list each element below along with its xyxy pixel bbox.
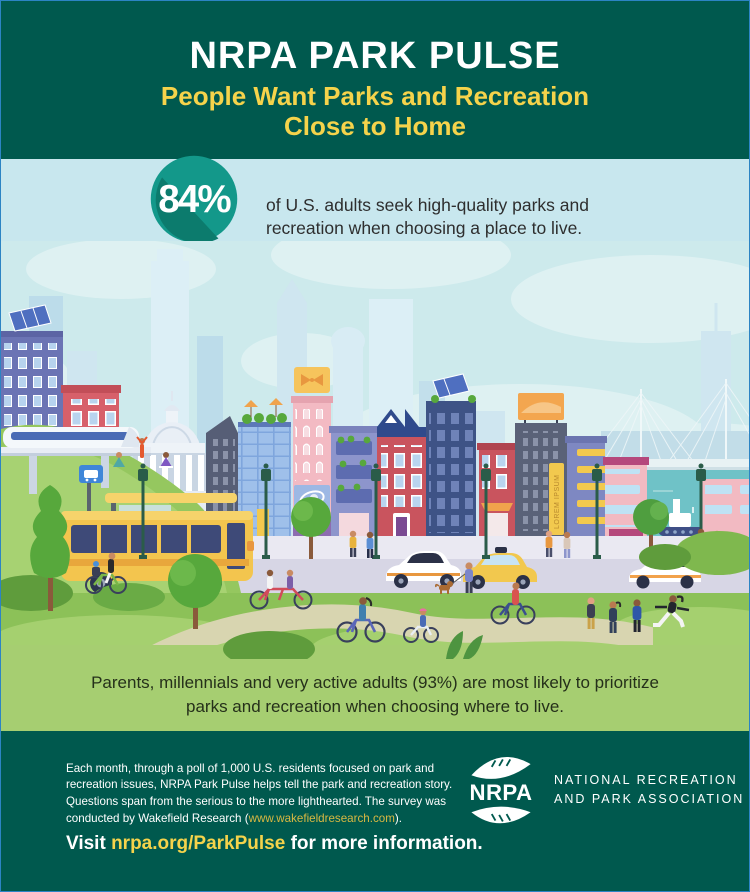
leaf-icon	[471, 757, 530, 779]
city-park-illustration	[1, 241, 750, 659]
wakefield-link[interactable]: www.wakefieldresearch.com	[248, 811, 395, 825]
parkpulse-link[interactable]: nrpa.org/ParkPulse	[111, 833, 286, 854]
about-text-part1: Each month, through a poll of 1,000 U.S. residents focused on park and recreation issues, NRPA Park Pulse helps tell the park and recreation story. Questions span from the serious to the more lighthearted. The survey was conducted by Wakefield Research (	[66, 761, 453, 825]
page-title: NRPA PARK PULSE	[189, 35, 561, 77]
stat-description	[266, 194, 589, 241]
visit-line	[66, 833, 483, 855]
about-text	[66, 761, 468, 828]
leaf-icon	[471, 807, 530, 824]
caption-text	[1, 659, 749, 719]
subtitle-line2: Close to Home	[283, 110, 467, 141]
caption-band	[1, 659, 749, 731]
stat-value: 84%	[158, 178, 230, 222]
nrpa-logo-mark	[464, 751, 538, 829]
footer-band	[1, 731, 749, 892]
org-name-line2: AND PARK ASSOCIATION	[554, 792, 745, 806]
caption-line2: parks and recreation when choosing where to live.	[186, 696, 564, 716]
vertical-sign-text: LOREM IPSUM	[554, 474, 561, 529]
amsterdam-red-building	[377, 409, 426, 541]
yellow-strip-building	[565, 436, 607, 541]
about-text-part2: ).	[394, 811, 402, 825]
header-band	[1, 1, 749, 159]
visit-prefix: Visit	[66, 833, 112, 854]
orange-billboard	[518, 393, 564, 423]
grass-blend	[1, 645, 750, 659]
stat-circle-badge	[147, 152, 241, 246]
subtitle-line1: People Want Parks and Recreation	[160, 81, 590, 111]
org-name-line1: NATIONAL RECREATION	[554, 772, 738, 787]
red-shop-building	[477, 443, 517, 541]
bowtie-billboard	[294, 367, 330, 393]
nrpa-org-name	[554, 771, 744, 810]
caption-line1: Parents, millennials and very active adults (93%) are most likely to prioritize	[91, 673, 659, 692]
nrpa-acronym: NRPA	[469, 780, 533, 806]
stat-description-line2: recreation when choosing a place to live.	[266, 218, 583, 239]
page-subtitle	[1, 82, 749, 142]
visit-suffix: for more information.	[285, 833, 483, 854]
stat-band	[1, 159, 749, 241]
periwinkle-building	[329, 426, 379, 541]
billboard-gray-building	[515, 393, 567, 541]
stat-description-line1: of U.S. adults seek high-quality parks and	[266, 194, 589, 215]
nrpa-logo	[464, 751, 744, 829]
vertical-sign	[549, 463, 564, 535]
